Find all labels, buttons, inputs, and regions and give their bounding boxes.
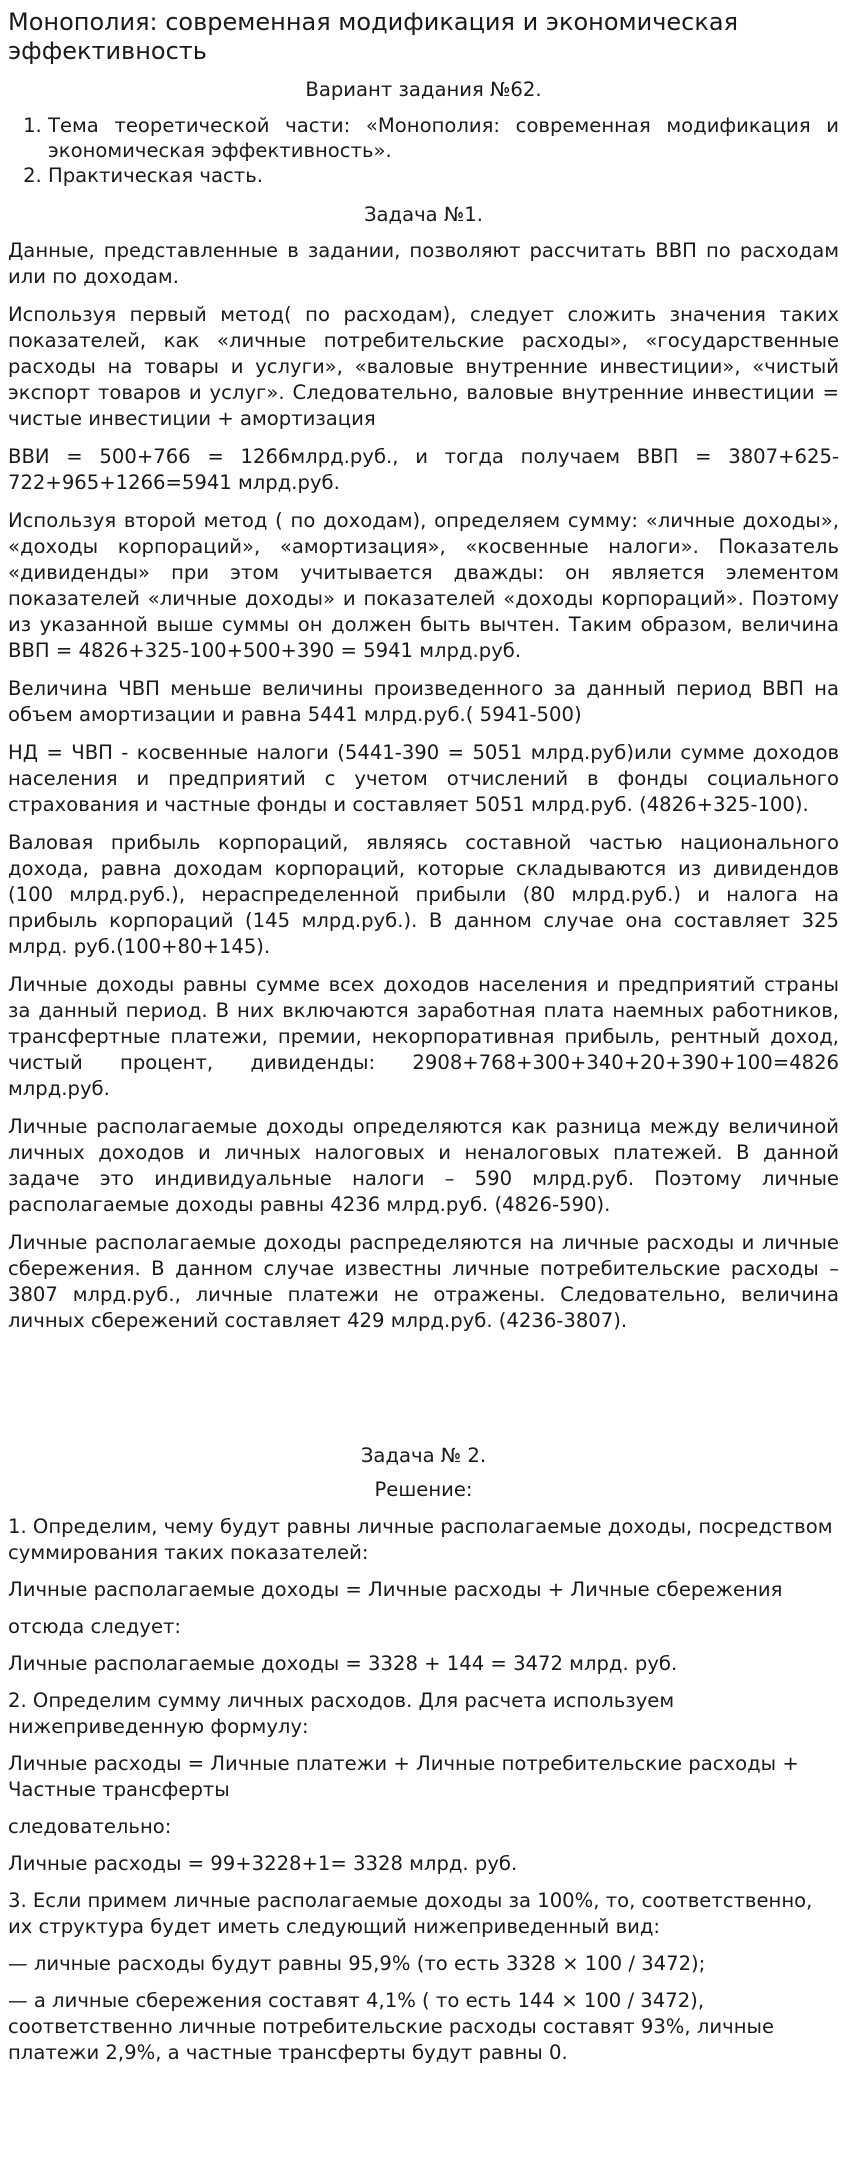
task1-paragraph: ВВИ = 500+766 = 1266млрд.руб., и тогда получаем ВВП = 3807+625-722+965+1266=5941 млрд.руб. xyxy=(8,445,839,494)
task1-paragraph: Используя первый метод( по расходам), следует сложить значения таких показателей, как «личные потребительские расходы», «государственные расходы на товары и услуги», «валовые внутренние инвестиции», «чистый экспорт товаров и услуг». Следовательно, валовые внутренние инвестиции = чистые инвестиции + амортизация xyxy=(8,303,839,430)
task2-paragraph: 2. Определим сумму личных расходов. Для расчета используем нижеприведенную формулу: xyxy=(8,1689,675,1738)
task1-paragraph: Личные доходы равны сумме всех доходов населения и предприятий страны за данный период. В них включаются заработная плата наемных работников, трансфертные платежи, премии, некорпоративная прибыль, рентный доход, чистый процент, дивиденды: 2908+768+300+340+20+390+100=4826 млрд.руб. xyxy=(8,973,839,1100)
document-title: Монополия: современная модификация и экономическая эффективность xyxy=(8,8,739,65)
task1-title: Задача №1. xyxy=(363,203,483,226)
tasks-list-item: 2. Практическая часть. xyxy=(48,163,839,188)
task1-paragraph: Личные располагаемые доходы определяются как разница между величиной личных доходов и личных налоговых и неналоговых платежей. В данной задаче это индивидуальные налоги – 590 млрд.руб. Поэтому личные располагаемые доходы равны 4236 млрд.руб. (4826-590). xyxy=(8,1115,839,1216)
task1-paragraph: Величина ЧВП меньше величины произведенного за данный период ВВП на объем амортизации и равна 5441 млрд.руб.( 5941-500) xyxy=(8,677,839,726)
task2-paragraph: Личные располагаемые доходы = Личные расходы + Личные сбережения xyxy=(8,1578,783,1601)
tasks-list xyxy=(8,113,839,188)
task2-paragraph: Личные расходы = 99+3228+1= 3328 млрд. руб. xyxy=(8,1852,518,1875)
task2-title: Задача № 2. xyxy=(360,1444,487,1467)
task1-paragraph: Данные, представленные в задании, позволяют рассчитать ВВП по расходам или по доходам. xyxy=(8,239,839,288)
task1-paragraph: Валовая прибыль корпораций, являясь составной частью национального дохода, равна доходам корпораций, которые складываются из дивидендов (100 млрд.руб.), нераспределенной прибыли (80 млрд.руб.) и налога на прибыль корпораций (145 млрд.руб.). В данном случае она составляет 325 млрд. руб.(100+80+145). xyxy=(8,831,839,958)
task2-paragraph: 1. Определим, чему будут равны личные располагаемые доходы, посредством суммирования таких показателей: xyxy=(8,1515,833,1564)
task1-paragraph: Используя второй метод ( по доходам), определяем сумму: «личные доходы», «доходы корпораций», «амортизация», «косвенные налоги». Показатель «дивиденды» при этом учитывается дважды: он является элементом показателей «личные доходы» и показателей «доходы корпораций». Поэтому из указанной выше суммы он должен быть вычтен. Таким образом, величина ВВП = 4826+325-100+500+390 = 5941 млрд.руб. xyxy=(8,509,839,662)
task2-paragraph: — личные расходы будут равны 95,9% (то есть 3328 × 100 / 3472); xyxy=(8,1952,706,1975)
solution-label: Решение: xyxy=(374,1478,473,1501)
task2-paragraph: 3. Если примем личные располагаемые доходы за 100%, то, соответственно, их структура будет иметь следующий нижеприведенный вид: xyxy=(8,1889,813,1938)
task2-paragraph: отсюда следует: xyxy=(8,1615,182,1638)
task1-paragraph: Личные располагаемые доходы распределяются на личные расходы и личные сбережения. В данном случае известны личные потребительские расходы – 3807 млрд.руб., личные платежи не отражены. Следовательно, величина личных сбережений составляет 429 млрд.руб. (4236-3807). xyxy=(8,1231,839,1332)
task2-paragraph: — а личные сбережения составят 4,1% ( то есть 144 × 100 / 3472), соответственно личные потребительские расходы составят 93%, личные платежи 2,9%, а частные трансферты будут равны 0. xyxy=(8,1989,775,2064)
task2-paragraph: следовательно: xyxy=(8,1815,172,1838)
task2-paragraph: Личные располагаемые доходы = 3328 + 144 = 3472 млрд. руб. xyxy=(8,1652,678,1675)
tasks-list-item: 1. Тема теоретической части: «Монополия: современная модификация и экономическая эффективность». xyxy=(48,113,839,163)
variant-label: Вариант задания №62. xyxy=(305,78,542,101)
task2-paragraph: Личные расходы = Личные платежи + Личные потребительские расходы + Частные трансферты xyxy=(8,1752,799,1801)
task1-paragraph: НД = ЧВП - косвенные налоги (5441-390 = 5051 млрд.руб)или сумме доходов населения и предприятий с учетом отчислений в фонды социального страхования и частные фонды и составляет 5051 млрд.руб. (4826+325-100). xyxy=(8,741,839,816)
section-spacer xyxy=(8,1346,839,1443)
